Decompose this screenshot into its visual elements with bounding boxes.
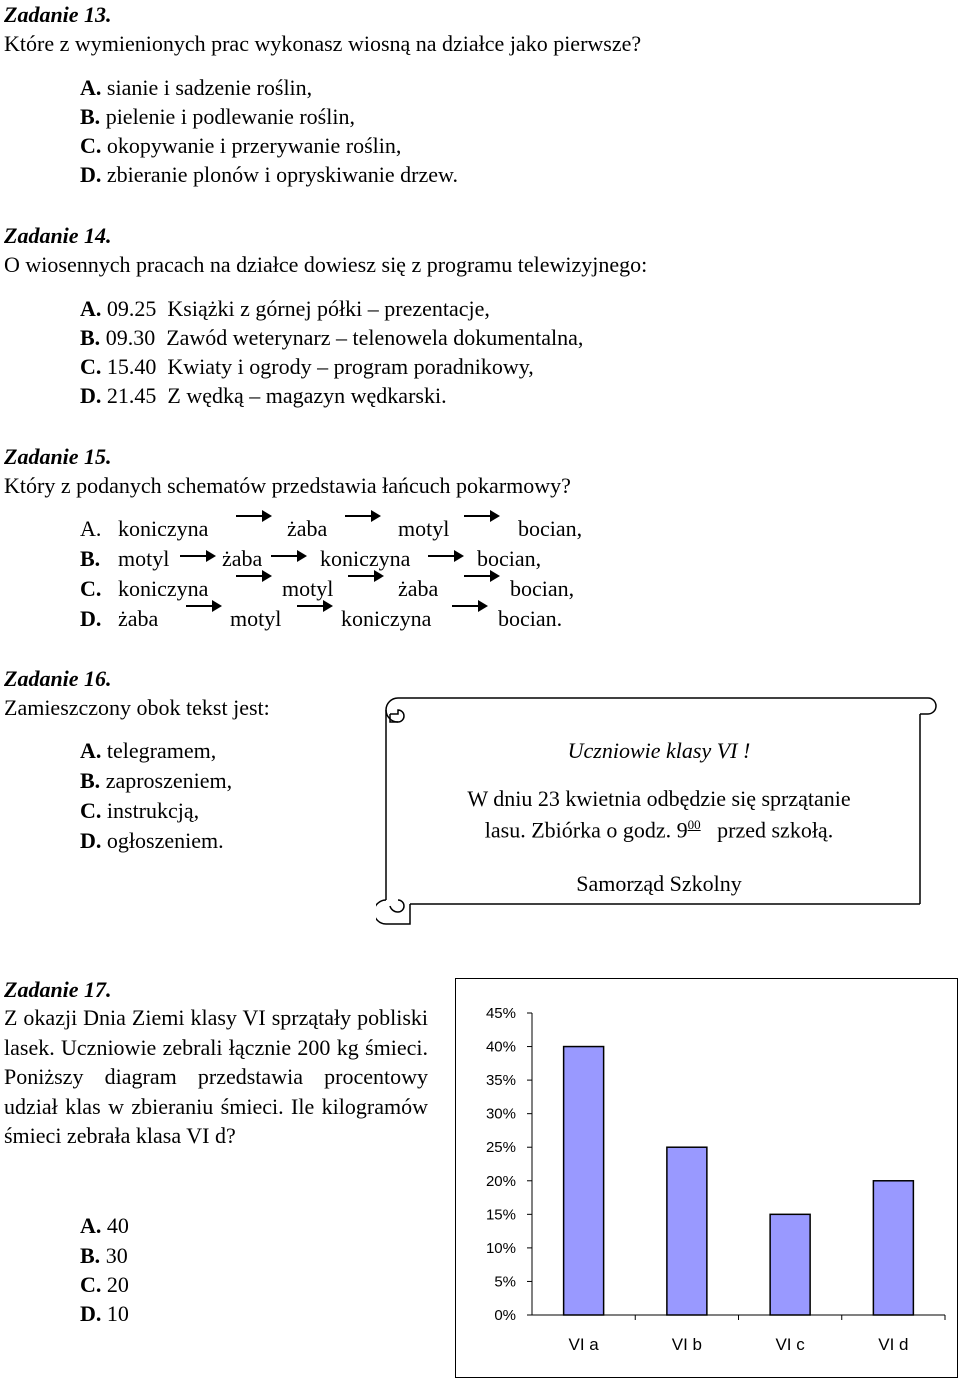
task-16-option-d[interactable]: D. ogłoszeniem. bbox=[80, 828, 224, 853]
task-13-option-d[interactable]: D. zbieranie plonów i opryskiwanie drzew. bbox=[80, 162, 458, 187]
bar bbox=[873, 1181, 913, 1315]
arrow-right-icon bbox=[271, 549, 307, 563]
chain-a-word-4: bocian, bbox=[518, 516, 583, 541]
chain-b-word-1: motyl bbox=[118, 546, 170, 571]
task-16-question: Zamieszczony obok tekst jest: bbox=[4, 695, 270, 720]
y-tick-label: 45% bbox=[485, 1005, 516, 1022]
task-14-option-d[interactable]: D. 21.45 Z wędką – magazyn wędkarski. bbox=[80, 383, 447, 408]
task-16-option-c[interactable]: C. instrukcją, bbox=[80, 798, 200, 823]
arrow-right-icon bbox=[236, 569, 272, 583]
arrow-right-icon bbox=[464, 509, 500, 523]
task-15-option-b-letter[interactable]: B. bbox=[80, 546, 101, 571]
bar-chart bbox=[455, 978, 958, 1378]
y-tick-label: 0% bbox=[494, 1307, 516, 1324]
task-14-option-b[interactable]: B. 09.30 Zawód weterynarz – telenowela dokumentalna, bbox=[80, 325, 584, 350]
chain-d-word-1: żaba bbox=[118, 606, 159, 631]
notice-line-1: W dniu 23 kwietnia odbędzie się sprzątanie bbox=[467, 786, 851, 811]
notice-heading: Uczniowie klasy VI ! bbox=[567, 738, 751, 763]
task-17-title: Zadanie 17. bbox=[4, 977, 112, 1002]
chain-c-word-2: motyl bbox=[282, 576, 334, 601]
arrow-right-icon bbox=[180, 549, 216, 563]
x-tick-label: VI d bbox=[878, 1335, 909, 1354]
y-tick-label: 25% bbox=[485, 1139, 516, 1157]
y-tick-label: 30% bbox=[485, 1105, 516, 1123]
chain-c-word-4: bocian, bbox=[510, 576, 575, 601]
arrow-right-icon bbox=[348, 569, 384, 583]
arrow-right-icon bbox=[186, 599, 222, 613]
task-14-question: O wiosennych pracach na działce dowiesz się z programu telewizyjnego: bbox=[4, 252, 648, 277]
task-15-option-a-letter[interactable]: A. bbox=[80, 516, 102, 541]
chain-b-word-3: koniczyna bbox=[320, 546, 411, 571]
task-14-option-a[interactable]: A. 09.25 Książki z górnej półki – prezentacje, bbox=[80, 296, 490, 321]
chain-a-word-1: koniczyna bbox=[118, 516, 209, 541]
task-17-option-a[interactable]: A. 40 bbox=[80, 1213, 129, 1238]
bar bbox=[770, 1214, 810, 1315]
arrow-right-icon bbox=[452, 599, 488, 613]
arrow-right-icon bbox=[297, 599, 333, 613]
notice-line-2: lasu. Zbiórka o godz. $9^{00}$ przed szkołą. bbox=[484, 817, 834, 843]
arrow-right-icon bbox=[428, 549, 464, 563]
chain-a-word-3: motyl bbox=[398, 516, 450, 541]
notice-scroll bbox=[376, 688, 942, 932]
x-tick-label: VI a bbox=[568, 1335, 599, 1354]
chain-d-word-3: koniczyna bbox=[341, 606, 432, 631]
y-tick-label: 20% bbox=[485, 1172, 516, 1190]
x-tick-label: VI b bbox=[671, 1335, 702, 1354]
chain-d-word-2: motyl bbox=[230, 606, 282, 631]
task-13-title: Zadanie 13. bbox=[4, 2, 112, 27]
task-15-question: Który z podanych schematów przedstawia łańcuch pokarmowy? bbox=[4, 473, 571, 498]
task-14-title: Zadanie 14. bbox=[4, 223, 112, 248]
task-17-option-b[interactable]: B. 30 bbox=[80, 1243, 128, 1268]
task-17-option-c[interactable]: C. 20 bbox=[80, 1272, 129, 1297]
task-16-option-b[interactable]: B. zaproszeniem, bbox=[80, 768, 233, 793]
y-tick-label: 15% bbox=[485, 1206, 516, 1224]
task-17-option-d[interactable]: D. 10 bbox=[80, 1301, 129, 1326]
task-15-title: Zadanie 15. bbox=[4, 444, 112, 469]
task-17-question: Z okazji Dnia Ziemi klasy VI sprzątały pobliski lasek. Uczniowie zebrali łącznie 200 kg śmieci. Poniższy diagram przedstawia procentowy udział klas w zbieraniu śmieci. Ile kilogramów śmieci zebrała klasa VI d? bbox=[4, 1005, 428, 1148]
chain-b-word-4: bocian, bbox=[477, 546, 542, 571]
task-16-title: Zadanie 16. bbox=[4, 666, 112, 691]
arrow-right-icon bbox=[345, 509, 381, 523]
chain-a-word-2: żaba bbox=[287, 516, 328, 541]
x-tick-label: VI c bbox=[775, 1335, 805, 1354]
bar bbox=[667, 1147, 707, 1315]
task-15-option-c-letter[interactable]: C. bbox=[80, 576, 102, 601]
y-tick-label: 5% bbox=[494, 1273, 516, 1291]
chain-c-word-1: koniczyna bbox=[118, 576, 209, 601]
chain-d-word-4: bocian. bbox=[498, 606, 563, 631]
task-13-option-c[interactable]: C. okopywanie i przerywanie roślin, bbox=[80, 133, 402, 158]
task-16-option-a[interactable]: A. telegramem, bbox=[80, 738, 217, 763]
y-tick-label: 35% bbox=[485, 1072, 516, 1090]
chart-plot bbox=[455, 978, 958, 1378]
bar bbox=[564, 1047, 604, 1315]
y-tick-label: 40% bbox=[485, 1038, 516, 1056]
chain-c-word-3: żaba bbox=[398, 576, 439, 601]
task-14-option-c[interactable]: C. 15.40 Kwiaty i ogrody – program poradnikowy, bbox=[80, 354, 534, 379]
task-13-option-a[interactable]: A. sianie i sadzenie roślin, bbox=[80, 75, 313, 100]
task-13-question: Które z wymienionych prac wykonasz wiosną na działce jako pierwsze? bbox=[4, 31, 642, 56]
notice-signature: Samorząd Szkolny bbox=[576, 871, 742, 896]
task-13-option-b[interactable]: B. pielenie i podlewanie roślin, bbox=[80, 104, 355, 129]
arrow-right-icon bbox=[236, 509, 272, 523]
chain-b-word-2: żaba bbox=[222, 546, 263, 571]
arrow-right-icon bbox=[464, 569, 500, 583]
task-15-option-d-letter[interactable]: D. bbox=[80, 606, 102, 631]
y-tick-label: 10% bbox=[485, 1239, 516, 1257]
